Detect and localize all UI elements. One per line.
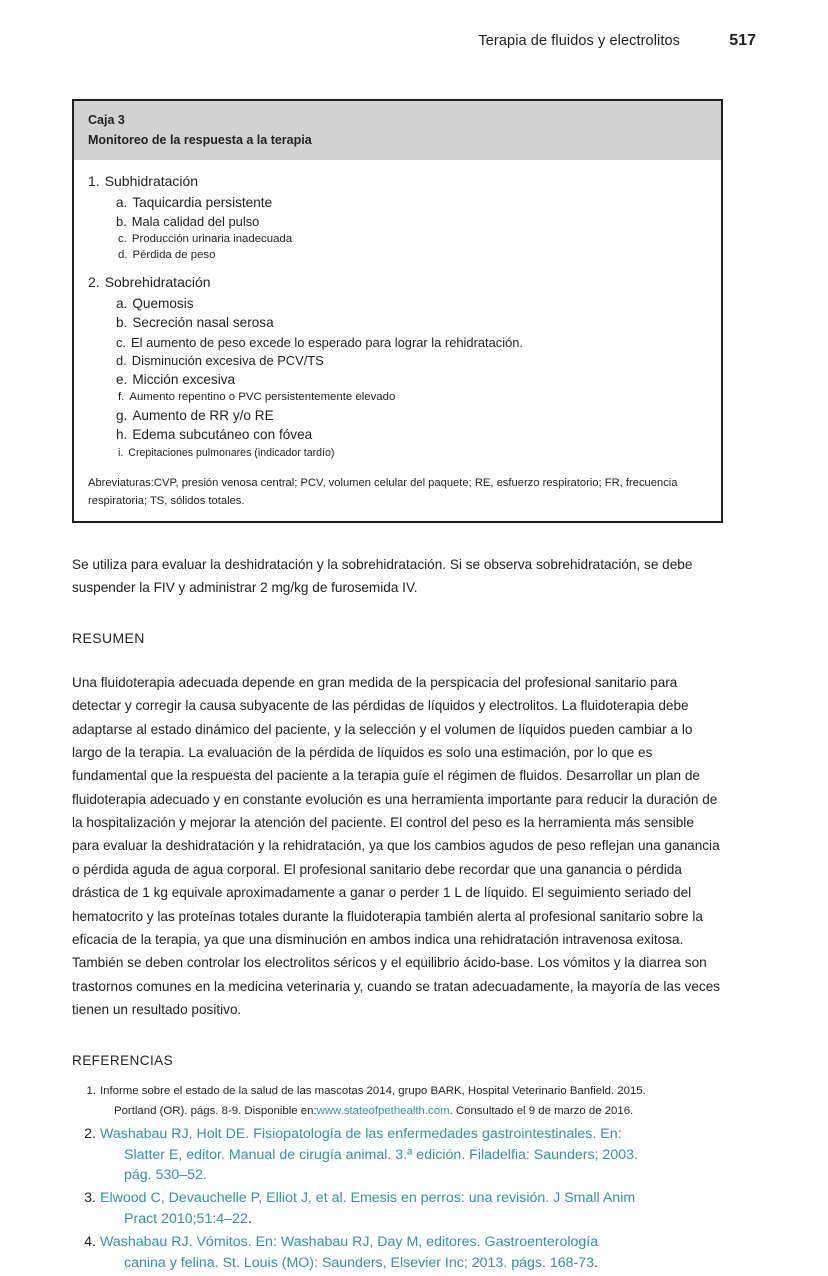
box-list-item	[88, 273, 707, 460]
reference-text[interactable]	[96, 1124, 723, 1187]
reference-item[interactable]	[72, 1124, 723, 1187]
list-marker: h.	[116, 427, 128, 443]
box-subitem	[116, 314, 707, 332]
summary-paragraph: Una fluidoterapia adecuada depende en gran medida de la perspicacia del profesional sanitario para detectar y corregir la causa subyacente de las pérdidas de líquidos y electrolitos. La fluidoterapia debe adaptarse al estado dinámico del paciente, y la selección y el volumen de líquidos pueden cambiar a lo largo de la terapia. La evaluación de la pérdida de líquidos es solo una estimación, por lo que es fundamental que la respuesta del paciente a la terapia guíe el régimen de fluidos. Desarrollar un plan de fluidoterapia adecuado y en constante evolución es una herramienta importante para reducir la duración de la hospitalización y mejorar la atención del paciente. El control del peso es la herramienta más sensible para evaluar la deshidratación y la rehidratación, ya que los cambios agudos de peso reflejan una ganancia o pérdida aguda de agua corporal. El profesional sanitario debe recordar que una ganancia o pérdida drástica de 1 kg equivale aproximadamente a ganar o perder 1 L de líquido. El seguimiento seriado del hematocrito y las proteínas totales durante la fluidoterapia también alerta al profesional sanitario sobre la eficacia de la terapia, ya que una disminución en ambos indica una rehidratación intravenosa exitosa. También se deben controlar los electrolitos séricos y el equilibrio ácido-base. Los vómitos y la diarrea son trastornos comunes en la medicina veterinaria y, cuando se tratan adecuadamente, la mayoría de las veces tienen un resultado positivo.	[72, 674, 721, 1018]
list-marker: e.	[116, 371, 128, 387]
reference-number: 2.	[84, 1125, 96, 1142]
box-body	[74, 160, 721, 521]
reference-line: Washabau RJ. Vómitos. En: Washabau RJ, Day M, editores. Gastroenterología	[100, 1234, 599, 1251]
box-subitem	[116, 352, 707, 370]
reference-item	[72, 1082, 723, 1121]
list-marker: b.	[116, 315, 128, 331]
list-label: Micción excesiva	[132, 371, 236, 387]
list-marker: f.	[118, 391, 125, 404]
list-marker: a.	[116, 194, 128, 210]
box-item-2-heading	[88, 273, 707, 292]
list-marker: 1.	[88, 173, 100, 189]
reference-line: Elwood C, Devauchelle P, Elliot J, et al. Emesis en perros: una revisión. J Small Anim	[100, 1190, 636, 1207]
references-heading: REFERENCIAS	[72, 1053, 174, 1069]
list-label: Subhidratación	[104, 173, 199, 189]
list-marker: a.	[116, 295, 128, 311]
summary-heading: RESUMEN	[72, 630, 145, 647]
list-label: Aumento repentino o PVC persistentemente elevado	[129, 391, 396, 404]
reference-line-continued	[100, 1209, 723, 1230]
list-label: Pérdida de peso	[132, 249, 216, 262]
box-3-container	[72, 99, 723, 523]
box-header	[74, 101, 721, 160]
reference-text[interactable]	[96, 1232, 723, 1274]
box-item-1-heading	[88, 172, 707, 191]
box-subitem	[116, 232, 707, 248]
list-marker: g.	[116, 407, 128, 423]
box-subitem	[116, 446, 707, 460]
box-list	[88, 172, 707, 460]
list-marker: c.	[118, 232, 127, 245]
list-label: Edema subcutáneo con fóvea	[132, 427, 313, 443]
list-label: Crepitaciones pulmonares (indicador tardío)	[128, 446, 335, 459]
reference-list	[72, 1082, 723, 1273]
box-subitem	[116, 426, 707, 444]
reference-line-continued: pág. 530–52.	[124, 1167, 207, 1184]
list-marker: d.	[118, 249, 128, 262]
box-subitem	[116, 407, 707, 425]
reference-line-continued: Slatter E, editor. Manual de cirugía animal. 3.ª edición. Filadelfia: Saunders; 2003.	[124, 1146, 638, 1163]
box-subitem	[116, 390, 707, 406]
list-marker: i.	[118, 446, 124, 459]
page-content	[72, 99, 723, 1276]
paragraph-after-box: Se utiliza para evaluar la deshidratación y la sobrehidratación. Si se observa sobrehidratación, se debe suspender la FIV y administrar 2 mg/kg de furosemida IV.	[72, 556, 693, 595]
reference-line-continued	[100, 1102, 723, 1122]
reference-line-body: canina y felina. St. Louis (MO): Saunders, Elsevier Inc; 2013. págs. 168-73	[124, 1254, 595, 1271]
reference-item[interactable]	[72, 1188, 723, 1230]
reference-number: 4.	[84, 1234, 96, 1251]
list-label: Quemosis	[132, 295, 194, 311]
running-head	[72, 32, 756, 56]
box-subitem	[116, 371, 707, 389]
reference-item[interactable]	[72, 1232, 723, 1274]
reference-text	[96, 1082, 723, 1121]
list-label: Sobrehidratación	[104, 273, 211, 290]
box-title: Monitoreo de la respuesta a la terapia	[88, 133, 312, 147]
reference-line: Informe sobre el estado de la salud de las mascotas 2014, grupo BARK, Hospital Veterinario Banfield. 2015.	[100, 1085, 646, 1098]
reference-line-tail: .	[594, 1254, 598, 1271]
reference-text[interactable]	[96, 1188, 723, 1230]
reference-line-post: . Consultado el 9 de marzo de 2016.	[449, 1105, 634, 1118]
page-number: 517	[729, 32, 756, 49]
reference-line: Washabau RJ, Holt DE. Fisiopatología de las enfermedades gastrointestinales. En:	[100, 1125, 622, 1142]
box-subitem	[116, 334, 707, 352]
reference-line-pre: Portland (OR). págs. 8-9. Disponible en:	[114, 1105, 317, 1118]
box-subitem	[116, 248, 707, 264]
list-marker: c.	[116, 334, 127, 350]
running-head-title: Terapia de fluidos y electrolitos	[478, 33, 680, 49]
box-list-item	[88, 172, 707, 264]
list-label: Producción urinaria inadecuada	[131, 232, 293, 245]
list-label: Disminución excesiva de PCV/TS	[131, 353, 324, 369]
list-marker: 2.	[88, 273, 100, 290]
reference-url-link[interactable]: www.stateofpethealth.com	[316, 1105, 450, 1118]
reference-number: 1.	[86, 1085, 96, 1098]
list-marker: b.	[116, 214, 127, 230]
box-subitem	[116, 194, 707, 212]
reference-line-tail: .	[247, 1211, 252, 1228]
box-sublist	[88, 194, 707, 264]
list-label: Secreción nasal serosa	[132, 315, 274, 331]
box-number-label: Caja 3	[88, 113, 125, 127]
list-label: Taquicardia persistente	[132, 194, 273, 210]
box-sublist	[88, 295, 707, 460]
list-label: Mala calidad del pulso	[131, 214, 260, 230]
list-marker: d.	[116, 353, 127, 369]
reference-line-continued	[100, 1253, 723, 1274]
box-subitem	[116, 295, 707, 313]
reference-number: 3.	[84, 1190, 96, 1207]
box-abbreviations: Abreviaturas:CVP, presión venosa central; PCV, volumen celular del paquete; RE, esfuerzo respiratorio; FR, frecuencia respiratoria; TS, sólidos totales.	[88, 477, 678, 508]
box-subitem	[116, 213, 707, 231]
list-label: Aumento de RR y/o RE	[132, 407, 274, 423]
list-label: El aumento de peso excede lo esperado para lograr la rehidratación.	[131, 334, 524, 350]
reference-line-body: Pract 2010;51:4–22	[124, 1211, 248, 1228]
